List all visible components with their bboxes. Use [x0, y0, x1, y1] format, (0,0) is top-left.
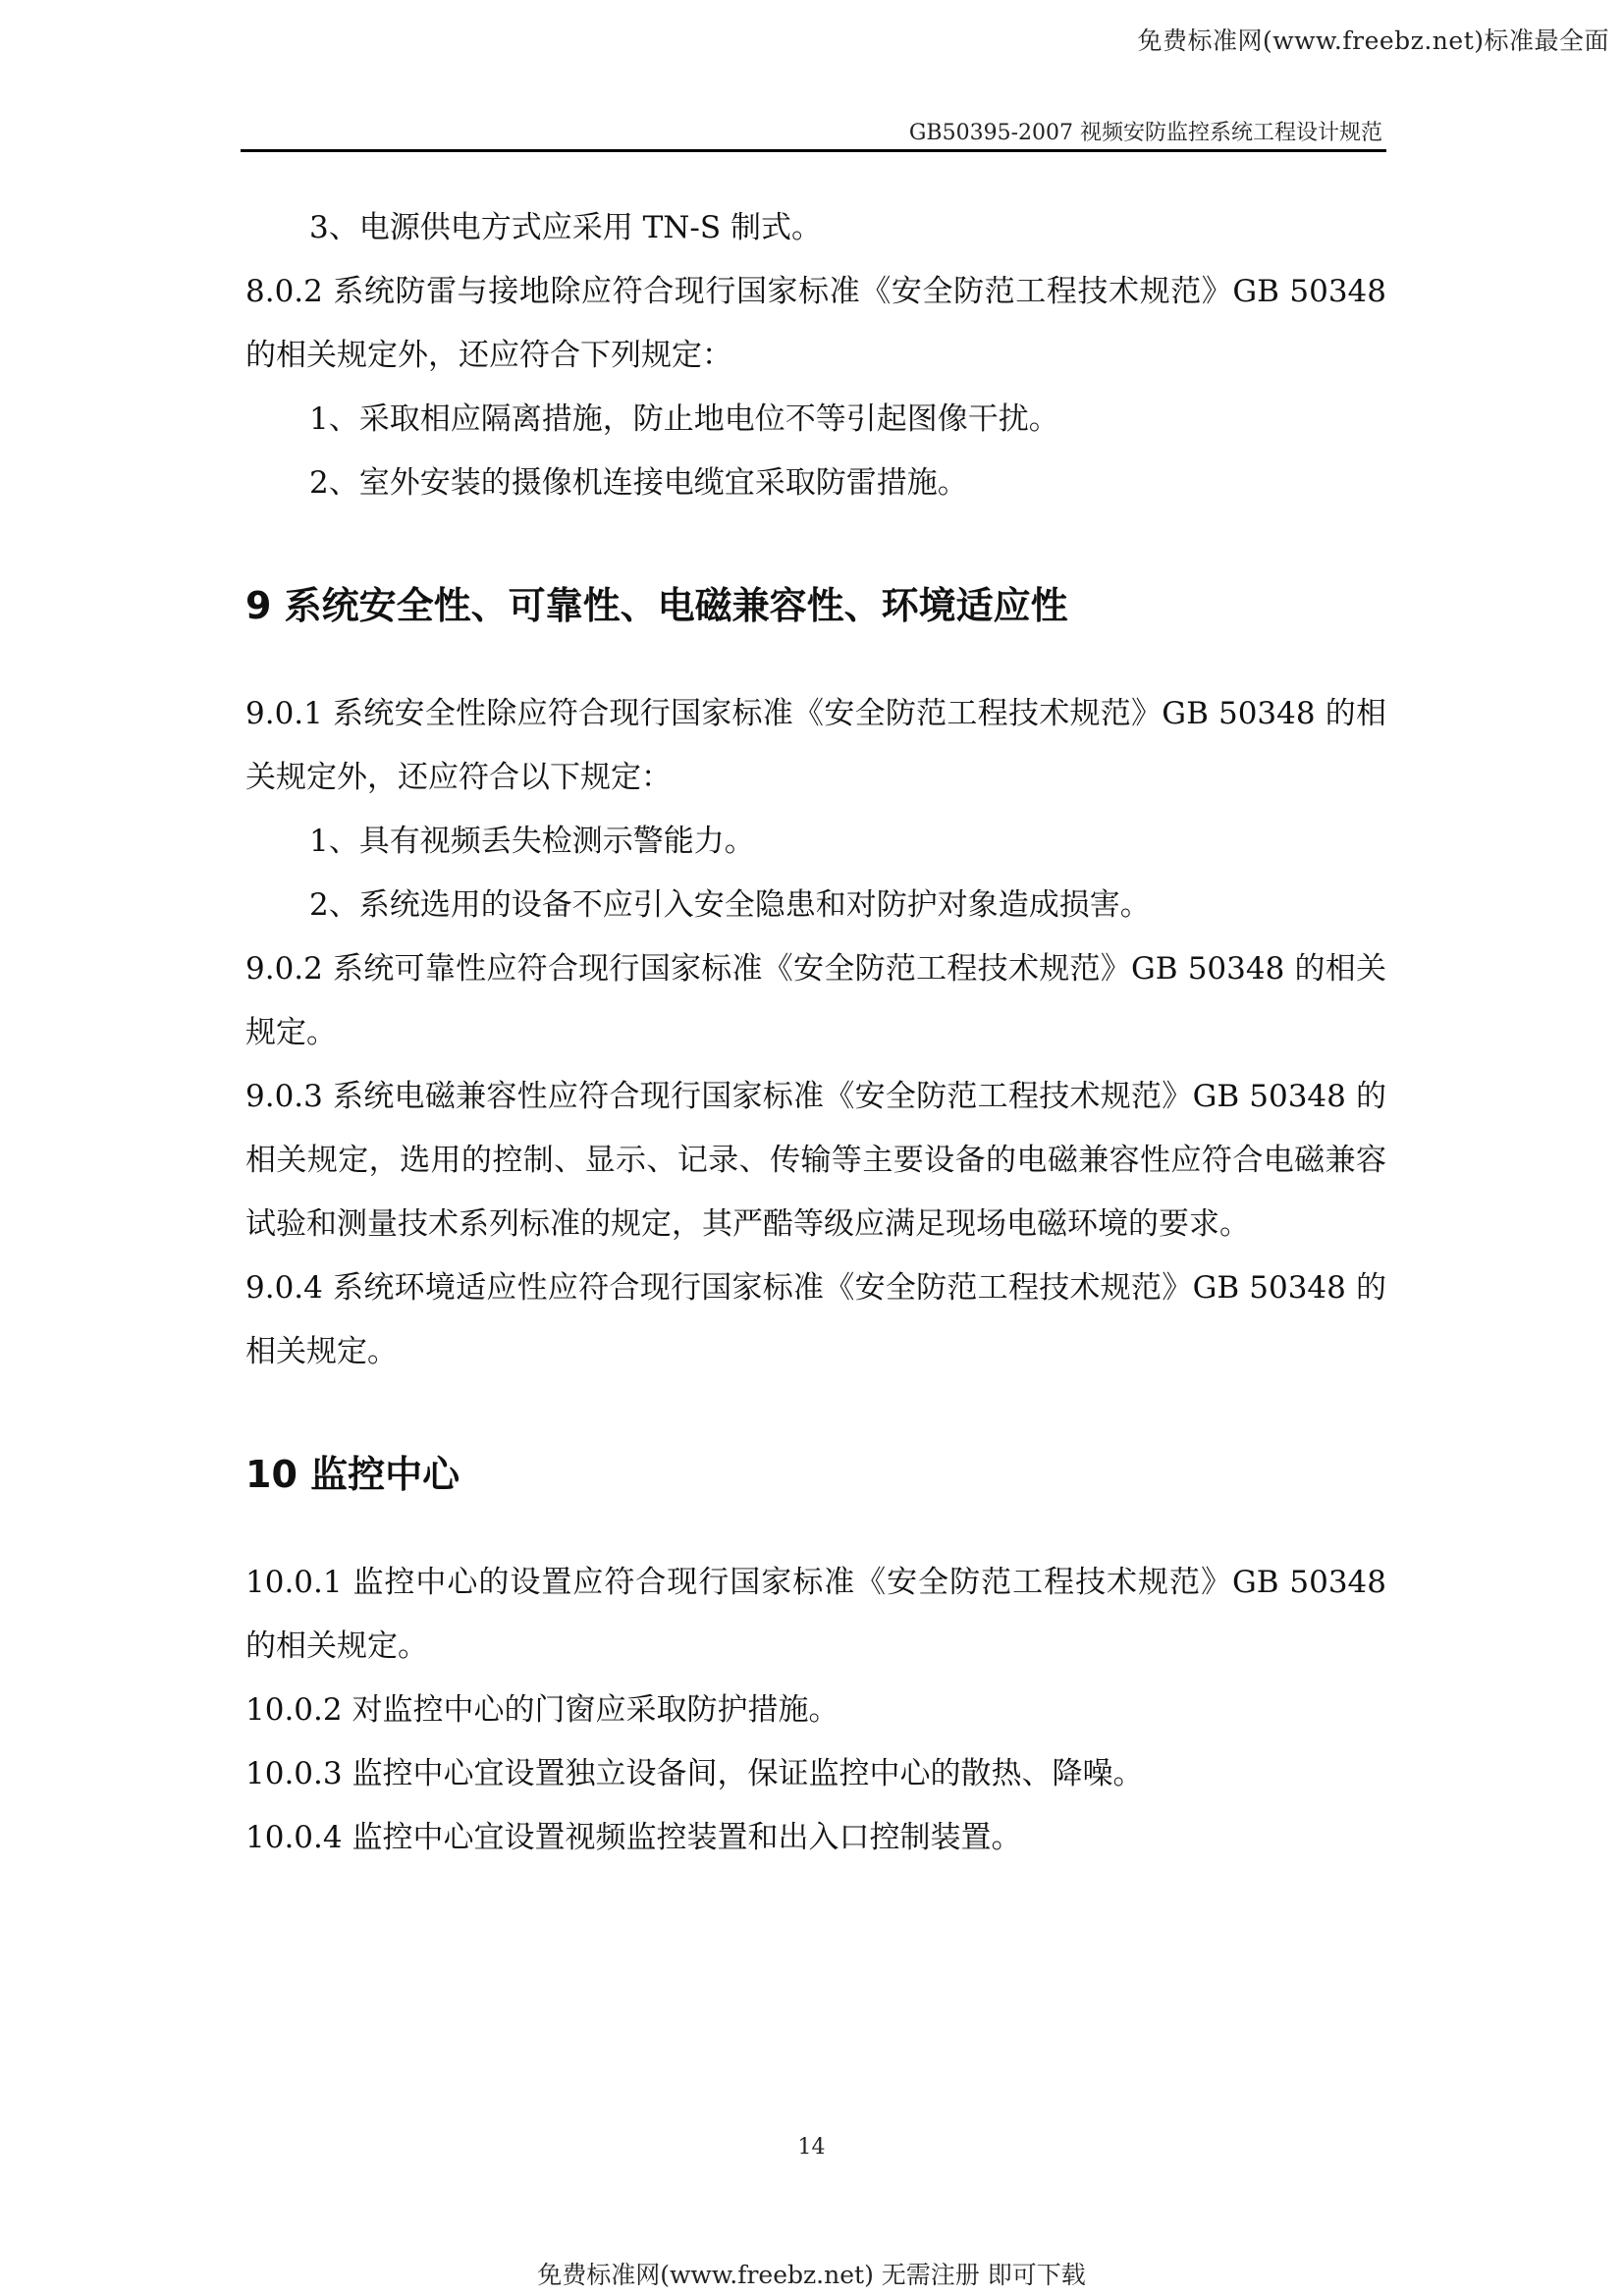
- section-heading-9: 9 系统安全性、可靠性、电磁兼容性、环境适应性: [245, 584, 1068, 627]
- page-number: 14: [797, 2135, 826, 2160]
- paragraph-power-supply: 3、电源供电方式应采用 TN-S 制式。: [309, 210, 822, 245]
- watermark-top: 免费标准网(www.freebz.net)标准最全面: [1137, 27, 1609, 55]
- clause-10-0-3: 10.0.3 监控中心宜设置独立设备间，保证监控中心的散热、降噪。: [245, 1756, 1144, 1791]
- list-item: 1、采取相应隔离措施，防止地电位不等引起图像干扰。: [309, 401, 1059, 437]
- running-header: GB50395-2007 视频安防监控系统工程设计规范: [908, 121, 1382, 145]
- clause-8-0-2: 8.0.2 系统防雷与接地除应符合现行国家标准《安全防范工程技术规范》GB 50348 的相关规定外，还应符合下列规定：: [245, 274, 1386, 373]
- clause-9-0-2: 9.0.2 系统可靠性应符合现行国家标准《安全防范工程技术规范》GB 50348 的相关规定。: [245, 951, 1386, 1050]
- clause-9-0-3: 9.0.3 系统电磁兼容性应符合现行国家标准《安全防范工程技术规范》GB 50348 的相关规定，选用的控制、显示、记录、传输等主要设备的电磁兼容性应符合电磁兼容试验和测量技术系列标准的规定，其严酷等级应满足现场电磁环境的要求。: [245, 1079, 1386, 1242]
- clause-10-0-4: 10.0.4 监控中心宜设置视频监控装置和出入口控制装置。: [245, 1820, 1022, 1855]
- list-item: 2、系统选用的设备不应引入安全隐患和对防护对象造成损害。: [309, 887, 1151, 923]
- document-body: [245, 196, 1386, 1870]
- clause-10-0-1: 10.0.1 监控中心的设置应符合现行国家标准《安全防范工程技术规范》GB 50348 的相关规定。: [245, 1565, 1386, 1664]
- header-rule: [241, 149, 1386, 152]
- clause-9-0-1: 9.0.1 系统安全性除应符合现行国家标准《安全防范工程技术规范》GB 50348 的相关规定外，还应符合以下规定：: [245, 696, 1386, 795]
- list-item: 1、具有视频丢失检测示警能力。: [309, 824, 755, 859]
- section-heading-10: 10 监控中心: [245, 1453, 460, 1496]
- clause-10-0-2: 10.0.2 对监控中心的门窗应采取防护措施。: [245, 1692, 839, 1728]
- watermark-bottom: 免费标准网(www.freebz.net) 无需注册 即可下载: [537, 2261, 1086, 2289]
- list-item: 2、室外安装的摄像机连接电缆宜采取防雷措施。: [309, 465, 968, 501]
- clause-9-0-4: 9.0.4 系统环境适应性应符合现行国家标准《安全防范工程技术规范》GB 50348 的相关规定。: [245, 1270, 1386, 1369]
